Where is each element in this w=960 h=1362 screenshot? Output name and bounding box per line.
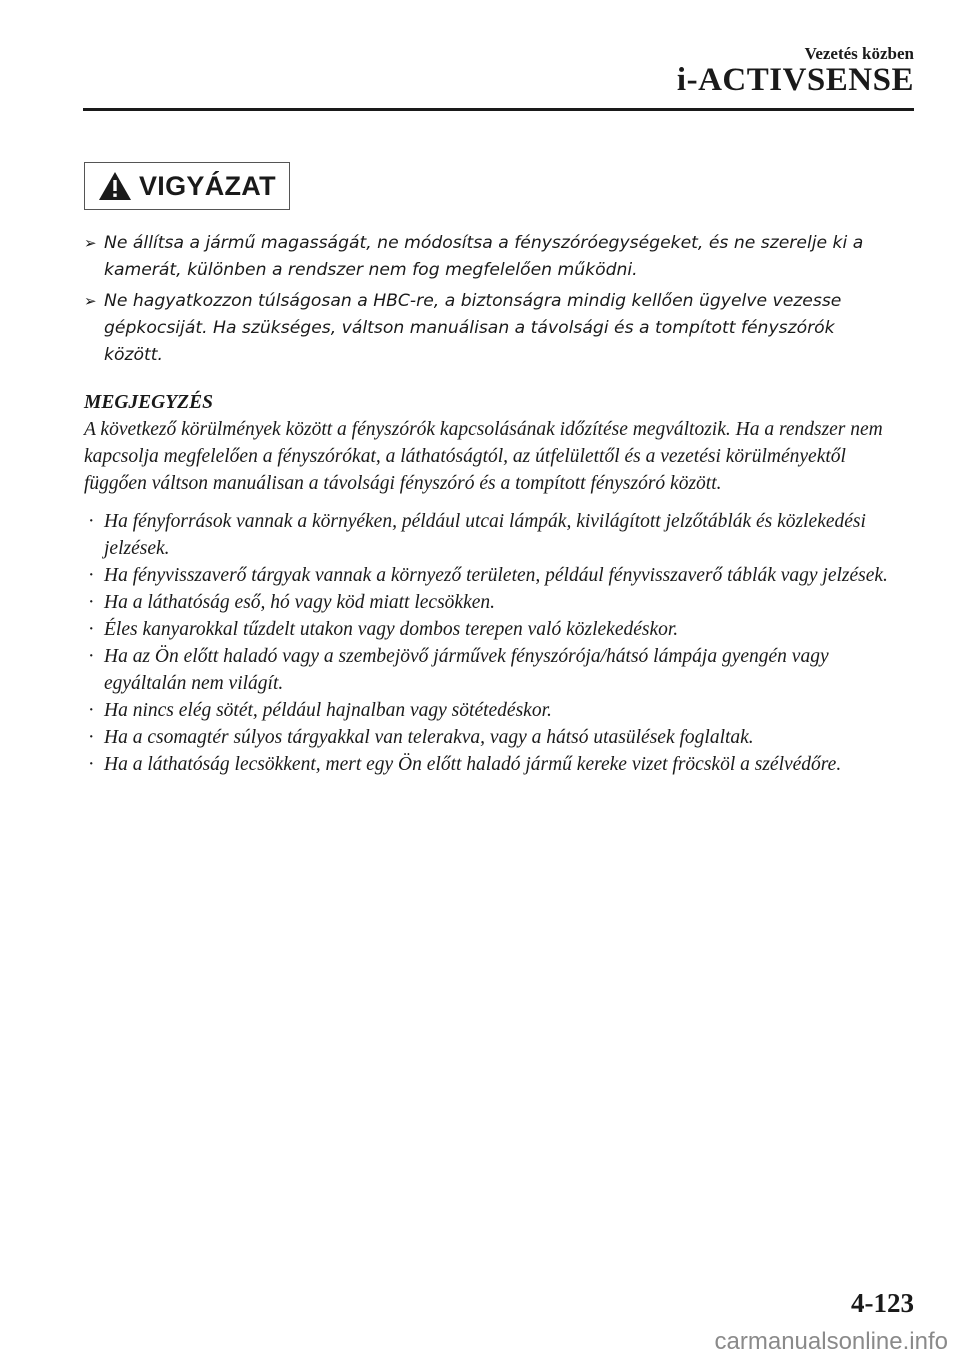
note-bullet-list xyxy=(84,508,894,778)
list-item-text: Éles kanyarokkal tűzdelt utakon vagy dombos terepen való közlekedéskor. xyxy=(104,619,679,640)
header-rule xyxy=(83,108,914,111)
list-item-text: Ha fényvisszaverő tárgyak vannak a környező területen, például fényvisszaverő táblák vagy jelzések. xyxy=(104,565,888,586)
bullet-dot-icon: · xyxy=(88,592,95,613)
watermark: carmanualsonline.info xyxy=(714,1328,948,1355)
bullet-dot-icon: · xyxy=(88,565,95,586)
section-subtitle: Vezetés közben xyxy=(804,44,914,63)
list-item-text: Ha a láthatóság lecsökkent, mert egy Ön előtt haladó jármű kereke vizet fröcsköl a szélvédőre. xyxy=(104,754,842,775)
page-title: i-ACTIVSENSE xyxy=(676,62,914,98)
caution-item xyxy=(84,288,884,369)
list-item-text: Ha fényforrások vannak a környéken, például utcai lámpák, kivilágított jelzőtáblák és közlekedési jelzések. xyxy=(104,511,866,559)
note-intro: A következő körülmények között a fényszórók kapcsolásának időzítése megváltozik. Ha a rendszer nem kapcsolja megfelelően a fényszórókat, a láthatóságtól, az útfelülettől és a vezetési körülményektől függően váltson manuálisan a távolsági fényszóró és a tompított fényszóró között. xyxy=(84,419,883,494)
list-item xyxy=(84,751,894,778)
note-title: MEGJEGYZÉS xyxy=(84,392,213,413)
warning-triangle-icon xyxy=(97,170,133,202)
caution-item xyxy=(84,230,884,284)
arrow-right-icon: ➢ xyxy=(84,292,97,310)
list-item xyxy=(84,508,894,562)
list-item xyxy=(84,589,894,616)
caution-text: Ne hagyatkozzon túlságosan a HBC-re, a biztonságra mindig kellően ügyelve vezesse gépkocsiját. Ha szükséges, váltson manuálisan a távolsági és a tompított fényszórók között. xyxy=(104,291,842,365)
arrow-right-icon: ➢ xyxy=(84,234,97,252)
list-item xyxy=(84,697,894,724)
list-item-text: Ha nincs elég sötét, például hajnalban vagy sötétedéskor. xyxy=(104,700,552,721)
list-item xyxy=(84,724,894,751)
bullet-dot-icon: · xyxy=(88,727,95,748)
bullet-dot-icon: · xyxy=(88,511,95,532)
bullet-dot-icon: · xyxy=(88,619,95,640)
warning-label: VIGYÁZAT xyxy=(139,170,276,201)
list-item-text: Ha a láthatóság eső, hó vagy köd miatt lecsökken. xyxy=(104,592,495,613)
list-item xyxy=(84,616,894,643)
list-item xyxy=(84,562,894,589)
warning-box xyxy=(84,162,290,210)
bullet-dot-icon: · xyxy=(88,646,95,667)
bullet-dot-icon: · xyxy=(88,700,95,721)
bullet-dot-icon: · xyxy=(88,754,95,775)
note-section xyxy=(84,389,894,778)
list-item-text: Ha a csomagtér súlyos tárgyakkal van telerakva, vagy a hátsó utasülések foglaltak. xyxy=(104,727,754,748)
list-item-text: Ha az Ön előtt haladó vagy a szembejövő járművek fényszórója/hátsó lámpája gyengén vagy egyáltalán nem világít. xyxy=(104,646,829,694)
list-item xyxy=(84,643,894,697)
caution-text: Ne állítsa a jármű magasságát, ne módosítsa a fényszóróegységeket, és ne szerelje ki a kamerát, különben a rendszer nem fog megfelelően működni. xyxy=(104,233,864,280)
caution-list xyxy=(84,230,884,373)
page-number: 4-123 xyxy=(851,1288,914,1318)
